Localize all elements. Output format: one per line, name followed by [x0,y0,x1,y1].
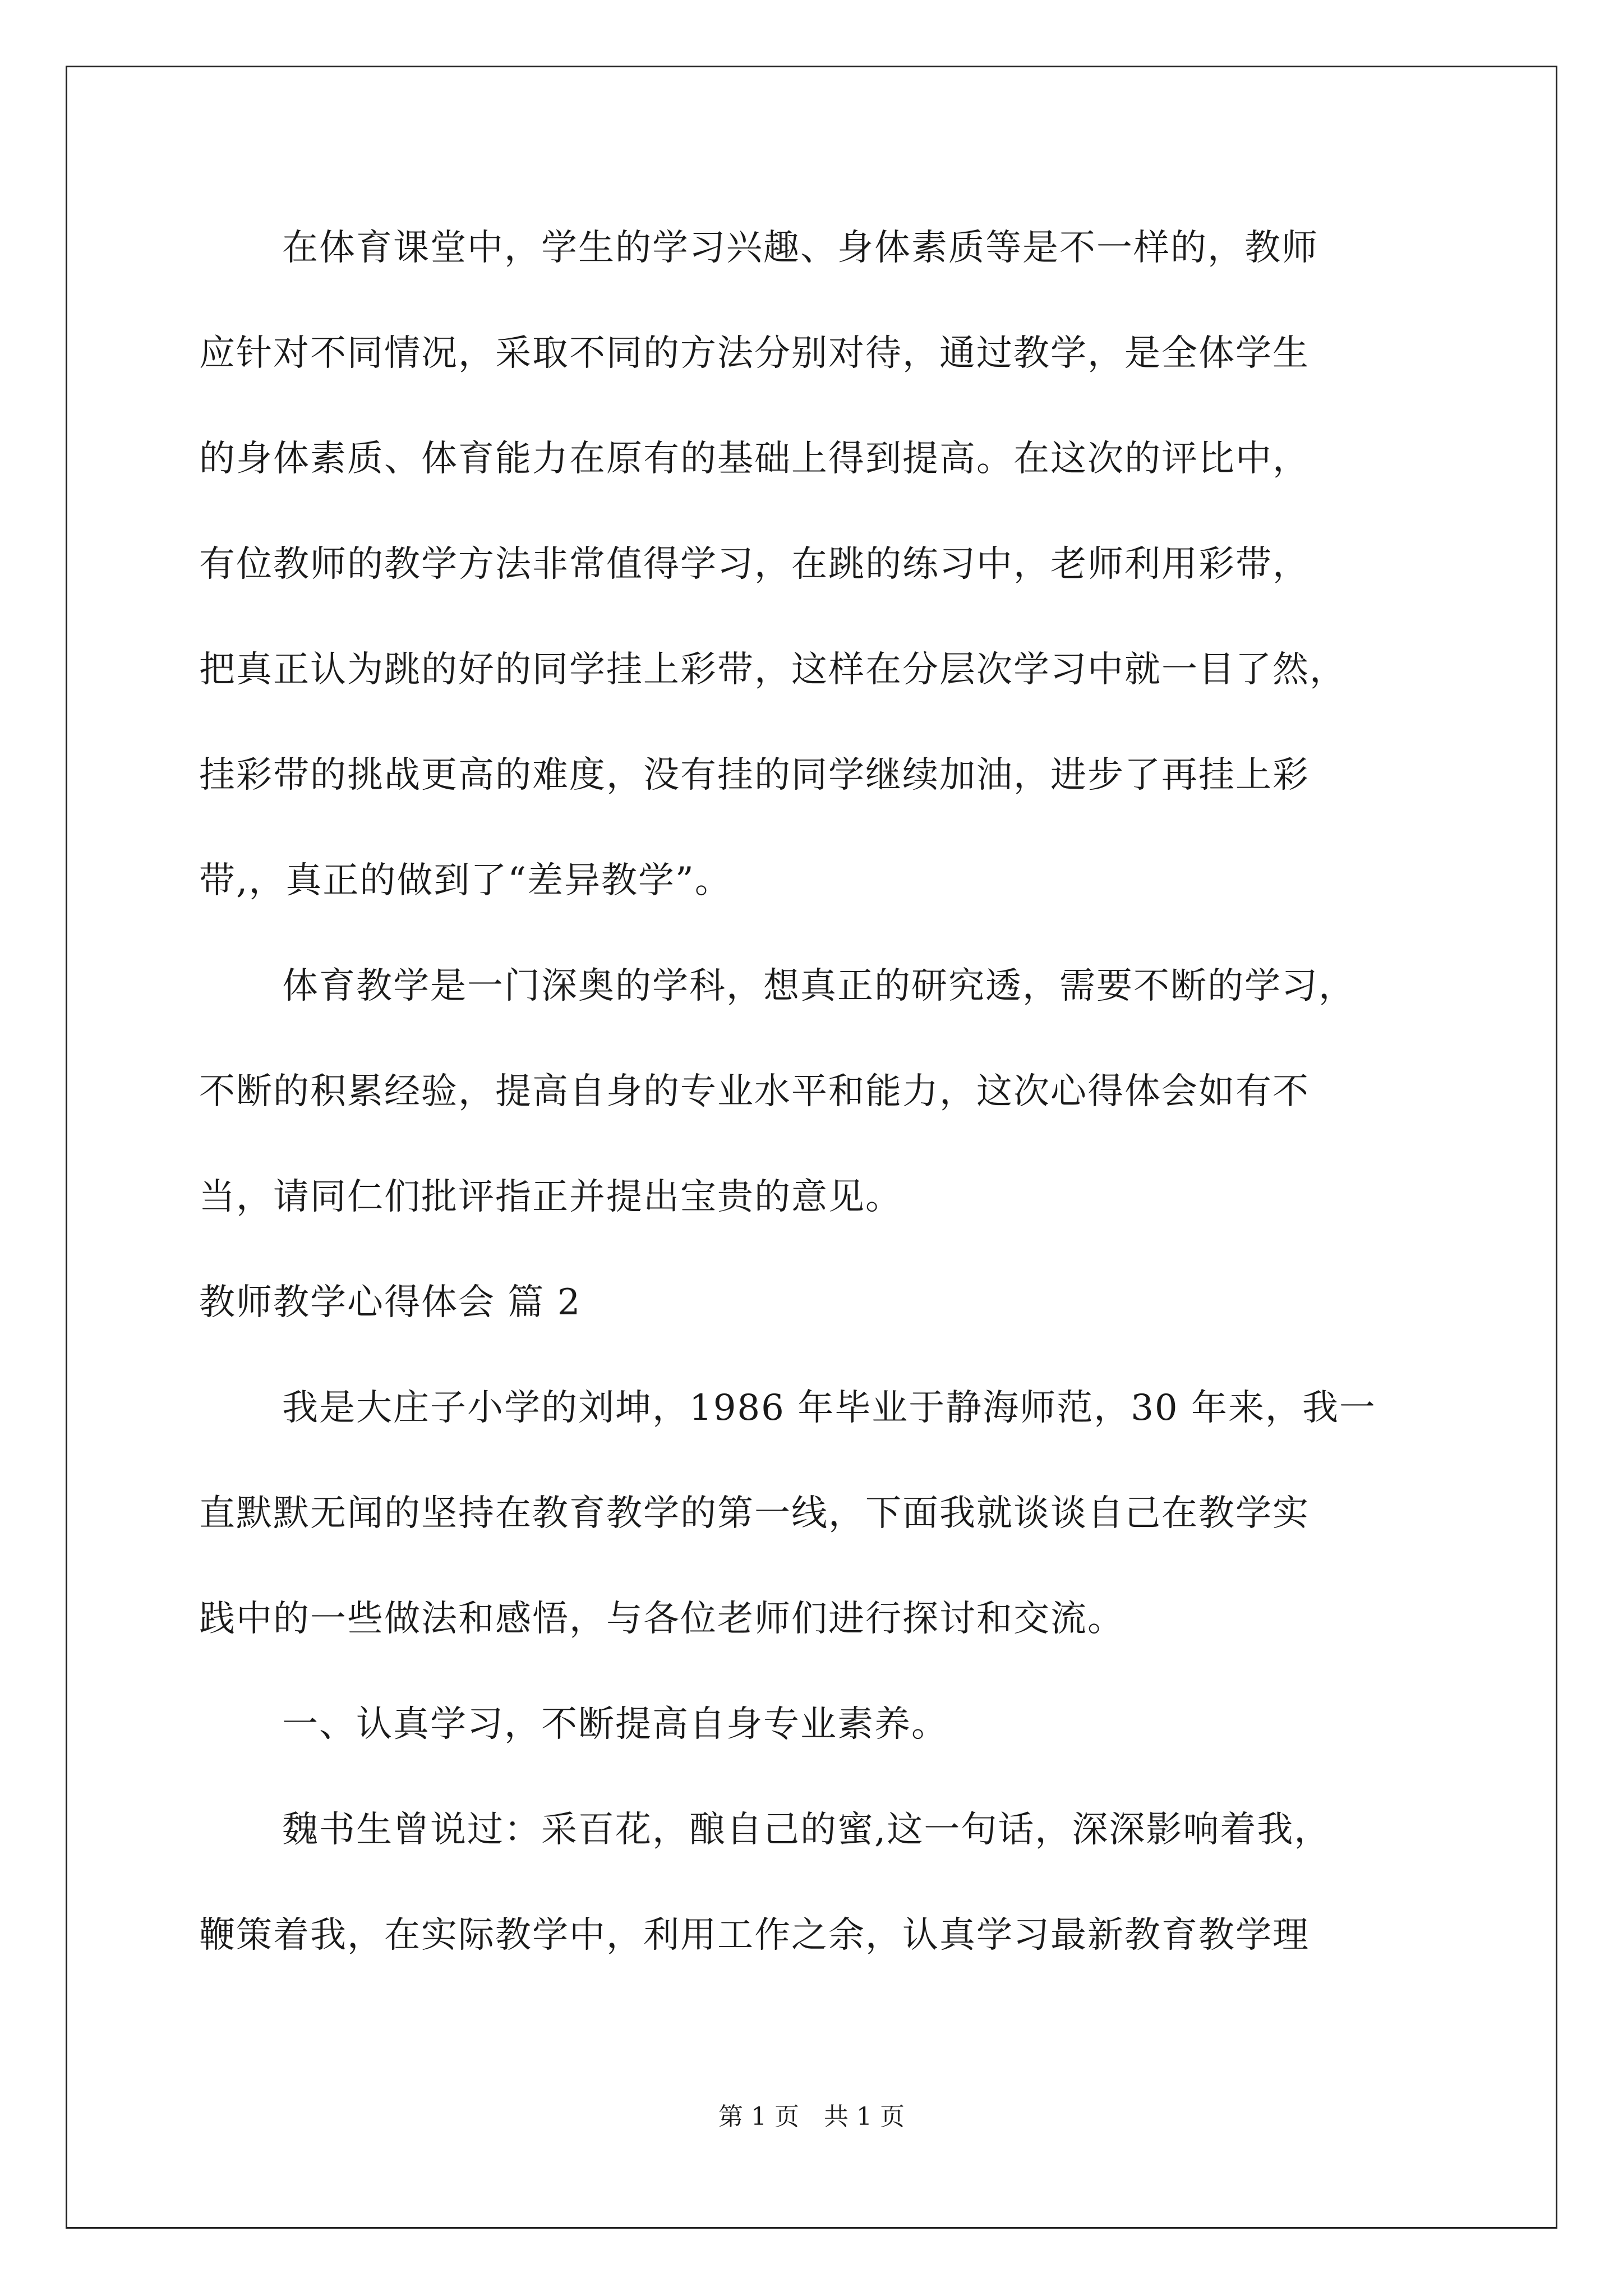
page-border [66,66,1557,2229]
text-line: 鞭策着我，在实际教学中，利用工作之余，认真学习最新教育教学理 [199,1915,1310,1956]
section-heading: 教师教学心得体会 篇 2 [199,1282,582,1323]
page-number-footer: 第 1 页 共 1 页 [718,2102,905,2131]
text-line: 应针对不同情况，采取不同的方法分别对待，通过教学，是全体学生 [199,333,1310,374]
text-line: 当，请同仁们批评指正并提出宝贵的意见。 [199,1176,902,1218]
text-line: 一、认真学习，不断提高自身专业素养。 [282,1704,948,1745]
text-line: 直默默无闻的坚持在教育教学的第一线，下面我就谈谈自己在教学实 [199,1493,1310,1534]
text-line: 我是大庄子小学的刘坤，1986 年毕业于静海师范，30 年来，我一 [282,1387,1376,1429]
text-line: 挂彩带的挑战更高的难度，没有挂的同学继续加油，进步了再挂上彩 [199,754,1310,796]
text-line: 的身体素质、体育能力在原有的基础上得到提高。在这次的评比中， [199,438,1310,480]
text-line: 魏书生曾说过：采百花，酿自己的蜜,这一句话，深深影响着我， [282,1809,1331,1851]
text-line: 把真正认为跳的好的同学挂上彩带，这样在分层次学习中就一目了然， [199,649,1347,691]
text-line: 在体育课堂中，学生的学习兴趣、身体素质等是不一样的，教师 [282,227,1318,269]
text-line: 践中的一些做法和感悟，与各位老师们进行探讨和交流。 [199,1598,1124,1640]
text-line: 体育教学是一门深奥的学科，想真正的研究透，需要不断的学习， [282,965,1355,1007]
text-line: 不断的积累经验，提高自身的专业水平和能力，这次心得体会如有不 [199,1071,1310,1112]
text-line: 带,，真正的做到了“差异教学”。 [199,860,732,901]
text-line: 有位教师的教学方法非常值得学习，在跳的练习中，老师利用彩带， [199,544,1310,585]
